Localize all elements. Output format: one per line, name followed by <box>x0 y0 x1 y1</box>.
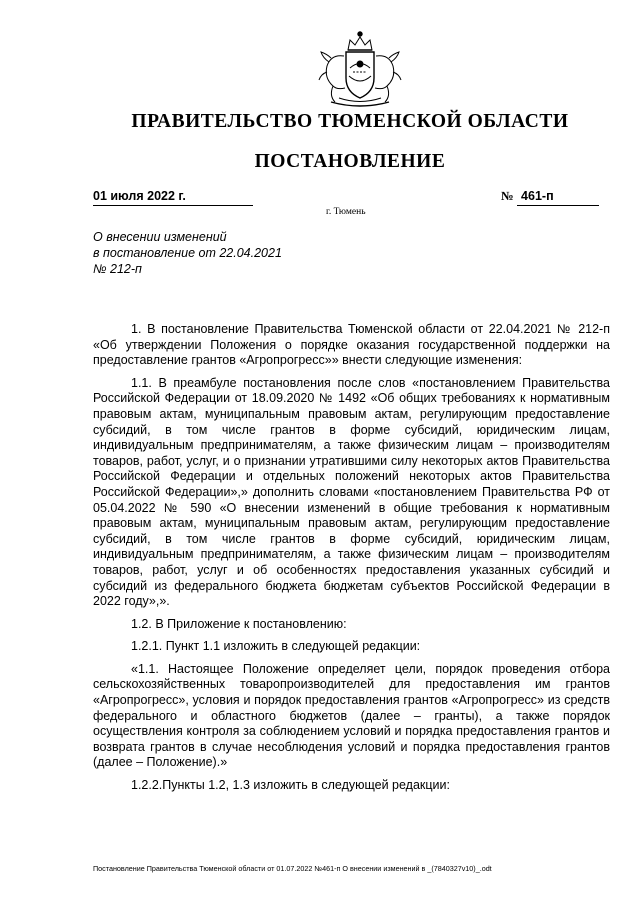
document-subject <box>93 229 353 277</box>
subject-line-3: № 212-п <box>93 262 142 276</box>
paragraph-1-2-2: 1.2.2.Пункты 1.2, 1.3 изложить в следующей редакции: <box>131 778 450 793</box>
city-label: г. Тюмень <box>326 207 366 217</box>
coat-of-arms-icon <box>315 28 405 110</box>
document-body <box>93 322 610 801</box>
document-number <box>501 189 604 206</box>
subject-line-2: в постановление от 22.04.2021 <box>93 246 282 260</box>
paragraph-1-2-1: 1.2.1. Пункт 1.1 изложить в следующей редакции: <box>131 639 421 654</box>
subject-line-1: О внесении изменений <box>93 230 227 244</box>
number-value: 461-п <box>517 189 599 206</box>
number-sign: № <box>501 189 514 203</box>
document-date: 01 июля 2022 г. <box>93 189 253 206</box>
paragraph-quote-1-1: «1.1. Настоящее Положение определяет цели, порядок проведения отбора сельскохозяйственных товаропроизводителей для предоставления им грантов «Агропрогресс», условия и порядок предоставления грантов «Агропрогресс» из средств федерального и областного бюджетов (далее – гранты), а также порядок осуществления контроля за соблюдением условий и порядка предоставления грантов и возврата грантов в случае несоблюдения условий и порядка предоставления грантов (далее – Положение).» <box>93 661 610 770</box>
paragraph-1-1: 1.1. В преамбуле постановления после слов «постановлением Правительства Российской Федерации от 18.09.2020 № 1492 «Об общих требованиях к нормативным правовым актам, муниципальным правовым актам, регулирующим предоставление субсидий, в том числе грантов в форме субсидий, юридическим лицам, индивидуальным предпринимателям, а также физическим лицам – производителям товаров, работ, услуг, и о признании утратившими силу некоторых актов Правительства Российской Федерации и отдельных положений некоторых актов Правительства Российской Федерации»,» дополнить словами «постановлением Правительства РФ от 05.04.2022 № 590 «О внесении изменений в общие требования к нормативным правовым актам, муниципальным правовым актам, регулирующим предоставление субсидий, в том числе грантов в форме субсидий, юридическим лицам, индивидуальным предпринимателям, а также физическим лицам – производителям товаров, работ, услуг и об особенностях предоставления указанных субсидий и субсидий из федерального бюджета бюджетам субъектов Российской Федерации в 2022 году»,». <box>93 375 610 609</box>
page-footer: Постановление Правительства Тюменской области от 01.07.2022 №461-п О внесении изменений в _(7840327v10)_.odt <box>93 864 492 873</box>
government-title: ПРАВИТЕЛЬСТВО ТЮМЕНСКОЙ ОБЛАСТИ <box>131 111 569 132</box>
paragraph-1-2: 1.2. В Приложение к постановлению: <box>131 616 347 631</box>
paragraph-1: 1. В постановление Правительства Тюменской области от 22.04.2021 № 212-п «Об утверждении Положения о порядке оказания государственной поддержки на предоставление грантов «Агропрогресс»» внести следующие изменения: <box>93 322 610 368</box>
document-type-title: ПОСТАНОВЛЕНИЕ <box>254 151 446 172</box>
